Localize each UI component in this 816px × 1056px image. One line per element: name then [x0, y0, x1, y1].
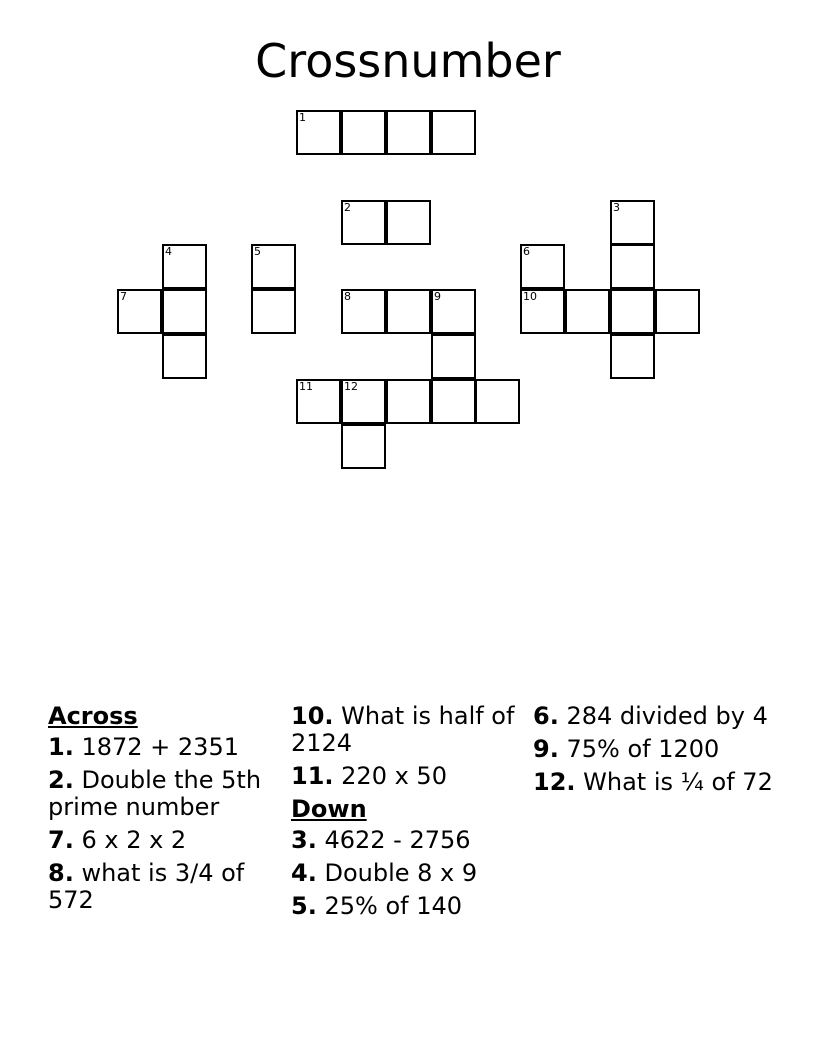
clue-number: 2. [48, 766, 74, 794]
clue-text: Double the 5th prime number [48, 766, 262, 821]
clue-across-8 [48, 860, 288, 914]
clue-down-4 [291, 860, 531, 887]
grid-cell[interactable] [386, 200, 431, 245]
clue-number: 4. [291, 859, 317, 887]
grid-cell[interactable] [162, 244, 207, 289]
grid-cell[interactable] [431, 334, 476, 379]
clues-column-2 [291, 703, 531, 926]
cell-number: 1 [299, 111, 306, 124]
page-title: Crossnumber [255, 34, 561, 88]
clue-text: 220 x 50 [341, 762, 447, 790]
clue-number: 9. [533, 735, 559, 763]
grid-cell[interactable] [117, 289, 162, 334]
grid-cell[interactable] [431, 110, 476, 155]
cell-number: 4 [165, 245, 172, 258]
clue-text: What is half of 2124 [291, 702, 515, 757]
grid-cell[interactable] [341, 424, 386, 469]
cell-number: 7 [120, 290, 127, 303]
clue-text: 25% of 140 [324, 892, 463, 920]
grid-cell[interactable] [296, 110, 341, 155]
clue-text: 75% of 1200 [566, 735, 720, 763]
grid-cell[interactable] [296, 379, 341, 424]
grid-cell[interactable] [475, 379, 520, 424]
grid-cell[interactable] [520, 289, 565, 334]
cell-number: 6 [523, 245, 530, 258]
across-heading: Across [48, 702, 138, 730]
grid-cell[interactable] [251, 289, 296, 334]
clues-column-1 [48, 703, 288, 920]
grid-cell[interactable] [431, 379, 476, 424]
grid-cell[interactable] [386, 110, 431, 155]
cell-number: 10 [523, 290, 537, 303]
clues-column-3 [533, 703, 773, 802]
clue-text: what is 3/4 of 572 [48, 859, 245, 914]
cell-number: 9 [434, 290, 441, 303]
grid-cell[interactable] [386, 379, 431, 424]
clue-down-5 [291, 893, 531, 920]
grid-cell[interactable] [610, 244, 655, 289]
grid-cell[interactable] [655, 289, 700, 334]
clue-text: 1872 + 2351 [81, 733, 239, 761]
clue-across-7 [48, 827, 288, 854]
grid-cell[interactable] [610, 289, 655, 334]
grid-cell[interactable] [386, 289, 431, 334]
cell-number: 3 [613, 201, 620, 214]
cell-number: 12 [344, 380, 358, 393]
grid-cell[interactable] [610, 200, 655, 245]
clue-number: 11. [291, 762, 334, 790]
clue-number: 12. [533, 768, 576, 796]
cell-number: 8 [344, 290, 351, 303]
clue-across-11 [291, 763, 531, 790]
crossnumber-grid [0, 0, 816, 520]
clue-text: 6 x 2 x 2 [81, 826, 187, 854]
clue-text: 4622 - 2756 [324, 826, 471, 854]
clue-number: 8. [48, 859, 74, 887]
clue-number: 3. [291, 826, 317, 854]
clue-down-9 [533, 736, 773, 763]
clue-down-12 [533, 769, 773, 796]
grid-cell[interactable] [610, 334, 655, 379]
clue-number: 6. [533, 702, 559, 730]
grid-cell[interactable] [520, 244, 565, 289]
cell-number: 11 [299, 380, 313, 393]
down-heading: Down [291, 795, 367, 823]
clue-text: 284 divided by 4 [566, 702, 768, 730]
grid-cell[interactable] [251, 244, 296, 289]
grid-cell[interactable] [341, 379, 386, 424]
clue-across-1 [48, 734, 288, 761]
grid-cell[interactable] [565, 289, 610, 334]
cell-number: 5 [254, 245, 261, 258]
clue-number: 5. [291, 892, 317, 920]
cell-number: 2 [344, 201, 351, 214]
clue-across-2 [48, 767, 288, 821]
clue-down-6 [533, 703, 773, 730]
grid-cell[interactable] [341, 110, 386, 155]
clue-across-10 [291, 703, 531, 757]
clue-number: 10. [291, 702, 334, 730]
clue-text: Double 8 x 9 [324, 859, 478, 887]
clue-text: What is ¼ of 72 [583, 768, 773, 796]
grid-cell[interactable] [431, 289, 476, 334]
grid-cell[interactable] [162, 289, 207, 334]
clue-number: 7. [48, 826, 74, 854]
clue-down-3 [291, 827, 531, 854]
grid-cell[interactable] [162, 334, 207, 379]
grid-cell[interactable] [341, 200, 386, 245]
clue-number: 1. [48, 733, 74, 761]
grid-cell[interactable] [341, 289, 386, 334]
